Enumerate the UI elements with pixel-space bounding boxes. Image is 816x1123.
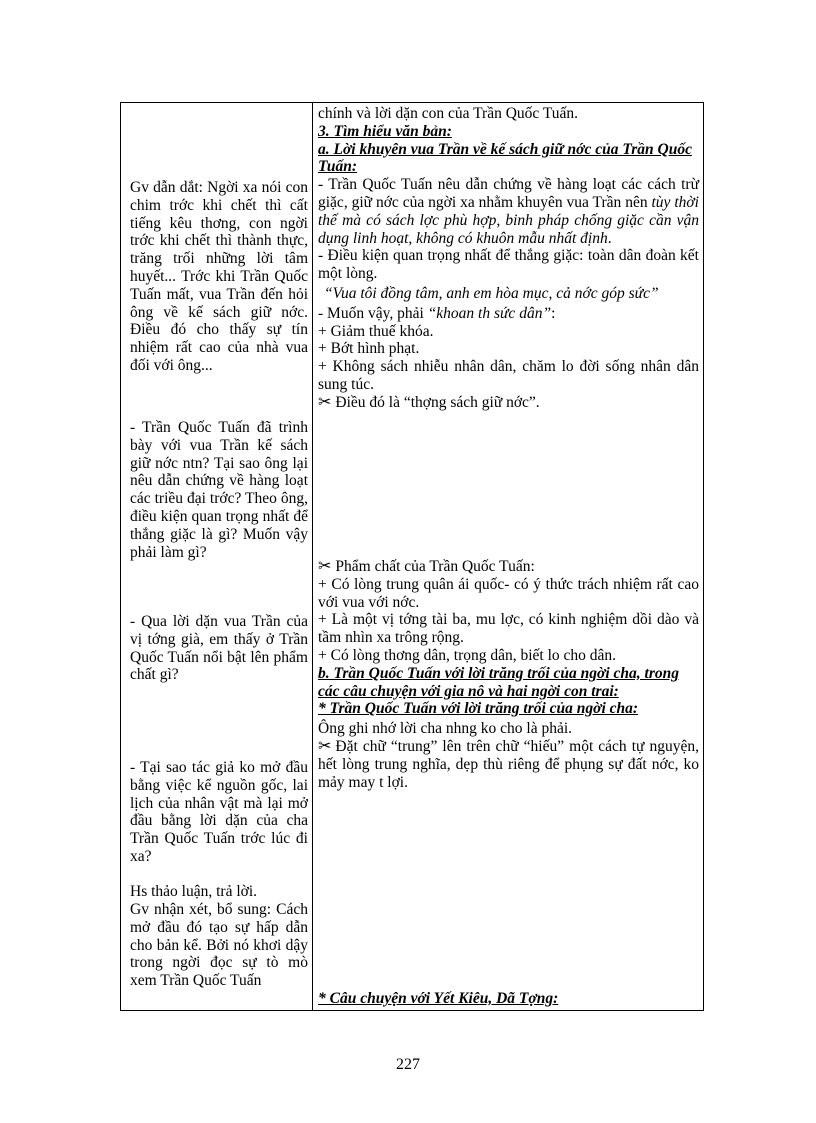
- left-block-questions: - Trần Quốc Tuấn đã trình bày với vua Trần kế sách giữ nớc ntn? Tại sao ông lại nêu dẫn chứng về hàng loạt các triều đại trớc? Theo ông, điều kiện quan trọng nhất để thắng giặc là gì? Muốn vậy phải làm gì?: [130, 419, 308, 561]
- lesson-table: [120, 102, 704, 1011]
- scissors-icon: ✂: [318, 737, 332, 755]
- punishment-line: + Bớt hình phạt.: [318, 340, 420, 358]
- best-policy-line: ✂ Điều đó là “thợng sách giữ nớc”.: [318, 393, 540, 411]
- qualities-heading: ✂ Phẩm chất của Trần Quốc Tuấn:: [318, 558, 535, 575]
- remember-line: Ông ghi nhớ lời cha nhng ko cho là phải.: [318, 720, 573, 738]
- quote-paragraph: “Vua tôi đồng tâm, anh em hòa mục, cả nớc góp sức”: [324, 284, 659, 302]
- scissors-icon: ✂: [318, 558, 332, 575]
- evidence-paragraph: - Trần Quốc Tuấn nêu dẫn chứng về hàng loạt các cách trừ giặc, giữ nớc của ngời xa nhằm khuyên vua Trần nên tùy thời thế mà có sách lợc phù hợp, binh pháp chống giặc cần vận dụng linh hoạt, không có khuôn mẫu nhất định.: [318, 176, 699, 247]
- loyalty-line: + Có lòng trung quân ái quốc- có ý thức trách nhiệm rất cao với vua với nớc.: [318, 575, 699, 611]
- scissors-icon: ✂: [318, 393, 332, 411]
- left-block-intro: Gv dẫn dắt: Ngời xa nói con chim trớc khi chết thì cất tiếng kêu thơng, con ngời trớc khi chết thì thành thực, trăng trối những lời tâm huyết... Trớc khi Trần Quốc Tuấn mất, vua Trần đến hỏi ông về kế sách giữ nớc. Điều đó cho thấy sự tín nhiệm rất cao của nhà vua đối với ông...: [130, 179, 308, 374]
- right-block-story: [313, 990, 705, 1008]
- left-block-opening-question: - Tại sao tác giả ko mở đầu bằng việc kể nguồn gốc, lai lịch của nhân vật mà lại mở đầu bằng lời dặn của cha Trần Quốc Tuấn trớc lúc đi xa?: [130, 759, 308, 865]
- left-block-discussion: Hs thảo luận, trả lời.: [130, 883, 258, 900]
- tax-line: + Giảm thuế khóa.: [318, 322, 434, 340]
- right-block-intro: [313, 105, 705, 412]
- care-people-line: + Có lòng thơng dân, trọng dân, biết lo cho dân.: [318, 646, 617, 664]
- loyalty-over-filial-line: ✂ Đặt chữ “trung” lên trên chữ “hiếu” một cách tự nguyện, hết lòng trung nghĩa, dẹp thù riêng để phụng sự đất nớc, ko mảy may t lợi.: [318, 737, 699, 791]
- people-care-line: + Không sách nhiễu nhân dân, chăm lo đời sống nhân dân sung túc.: [318, 358, 699, 393]
- requirement-line: - Muốn vậy, phải “khoan th sức dân”:: [318, 304, 556, 322]
- general-talent-line: + Là một vị tớng tài ba, mu lợc, có kinh nghiệm dồi dào và tầm nhìn xa trông rộng.: [318, 611, 699, 647]
- father-words-heading: * Trần Quốc Tuấn với lời trăng trối của ngời cha:: [318, 700, 639, 718]
- right-block-qualities: [313, 558, 705, 791]
- page-number: 227: [396, 1056, 420, 1073]
- condition-paragraph: - Điều kiện quan trọng nhất để thắng giặc: toàn dân đoàn kết một lòng.: [318, 247, 699, 283]
- intro-line: chính và lời dặn con của Trần Quốc Tuấn.: [318, 105, 579, 122]
- section-b-heading: b. Trần Quốc Tuấn với lời trăng trối của ngời cha, trong các câu chuyện với gia nô và hai ngời con trai:: [318, 664, 679, 700]
- story-heading: * Câu chuyện với Yết Kiêu, Dã Tợng:: [318, 990, 559, 1007]
- section-3-heading: 3. Tìm hiểu văn bản:: [318, 122, 452, 140]
- left-block-quality-question: - Qua lời dặn vua Trần của vị tớng già, em thấy ở Trần Quốc Tuấn nổi bật lên phẩm chất gì?: [130, 613, 308, 684]
- section-a-heading: a. Lời khuyên vua Trần về kế sách giữ nớc của Trần Quốc Tuấn:: [318, 140, 692, 176]
- left-block-comment: Gv nhận xét, bổ sung: Cách mở đầu đó tạo sự hấp dẫn cho bản kể. Bởi nó khơi dậy trong ngời đọc sự tò mò xem Trần Quốc Tuấn: [130, 901, 308, 990]
